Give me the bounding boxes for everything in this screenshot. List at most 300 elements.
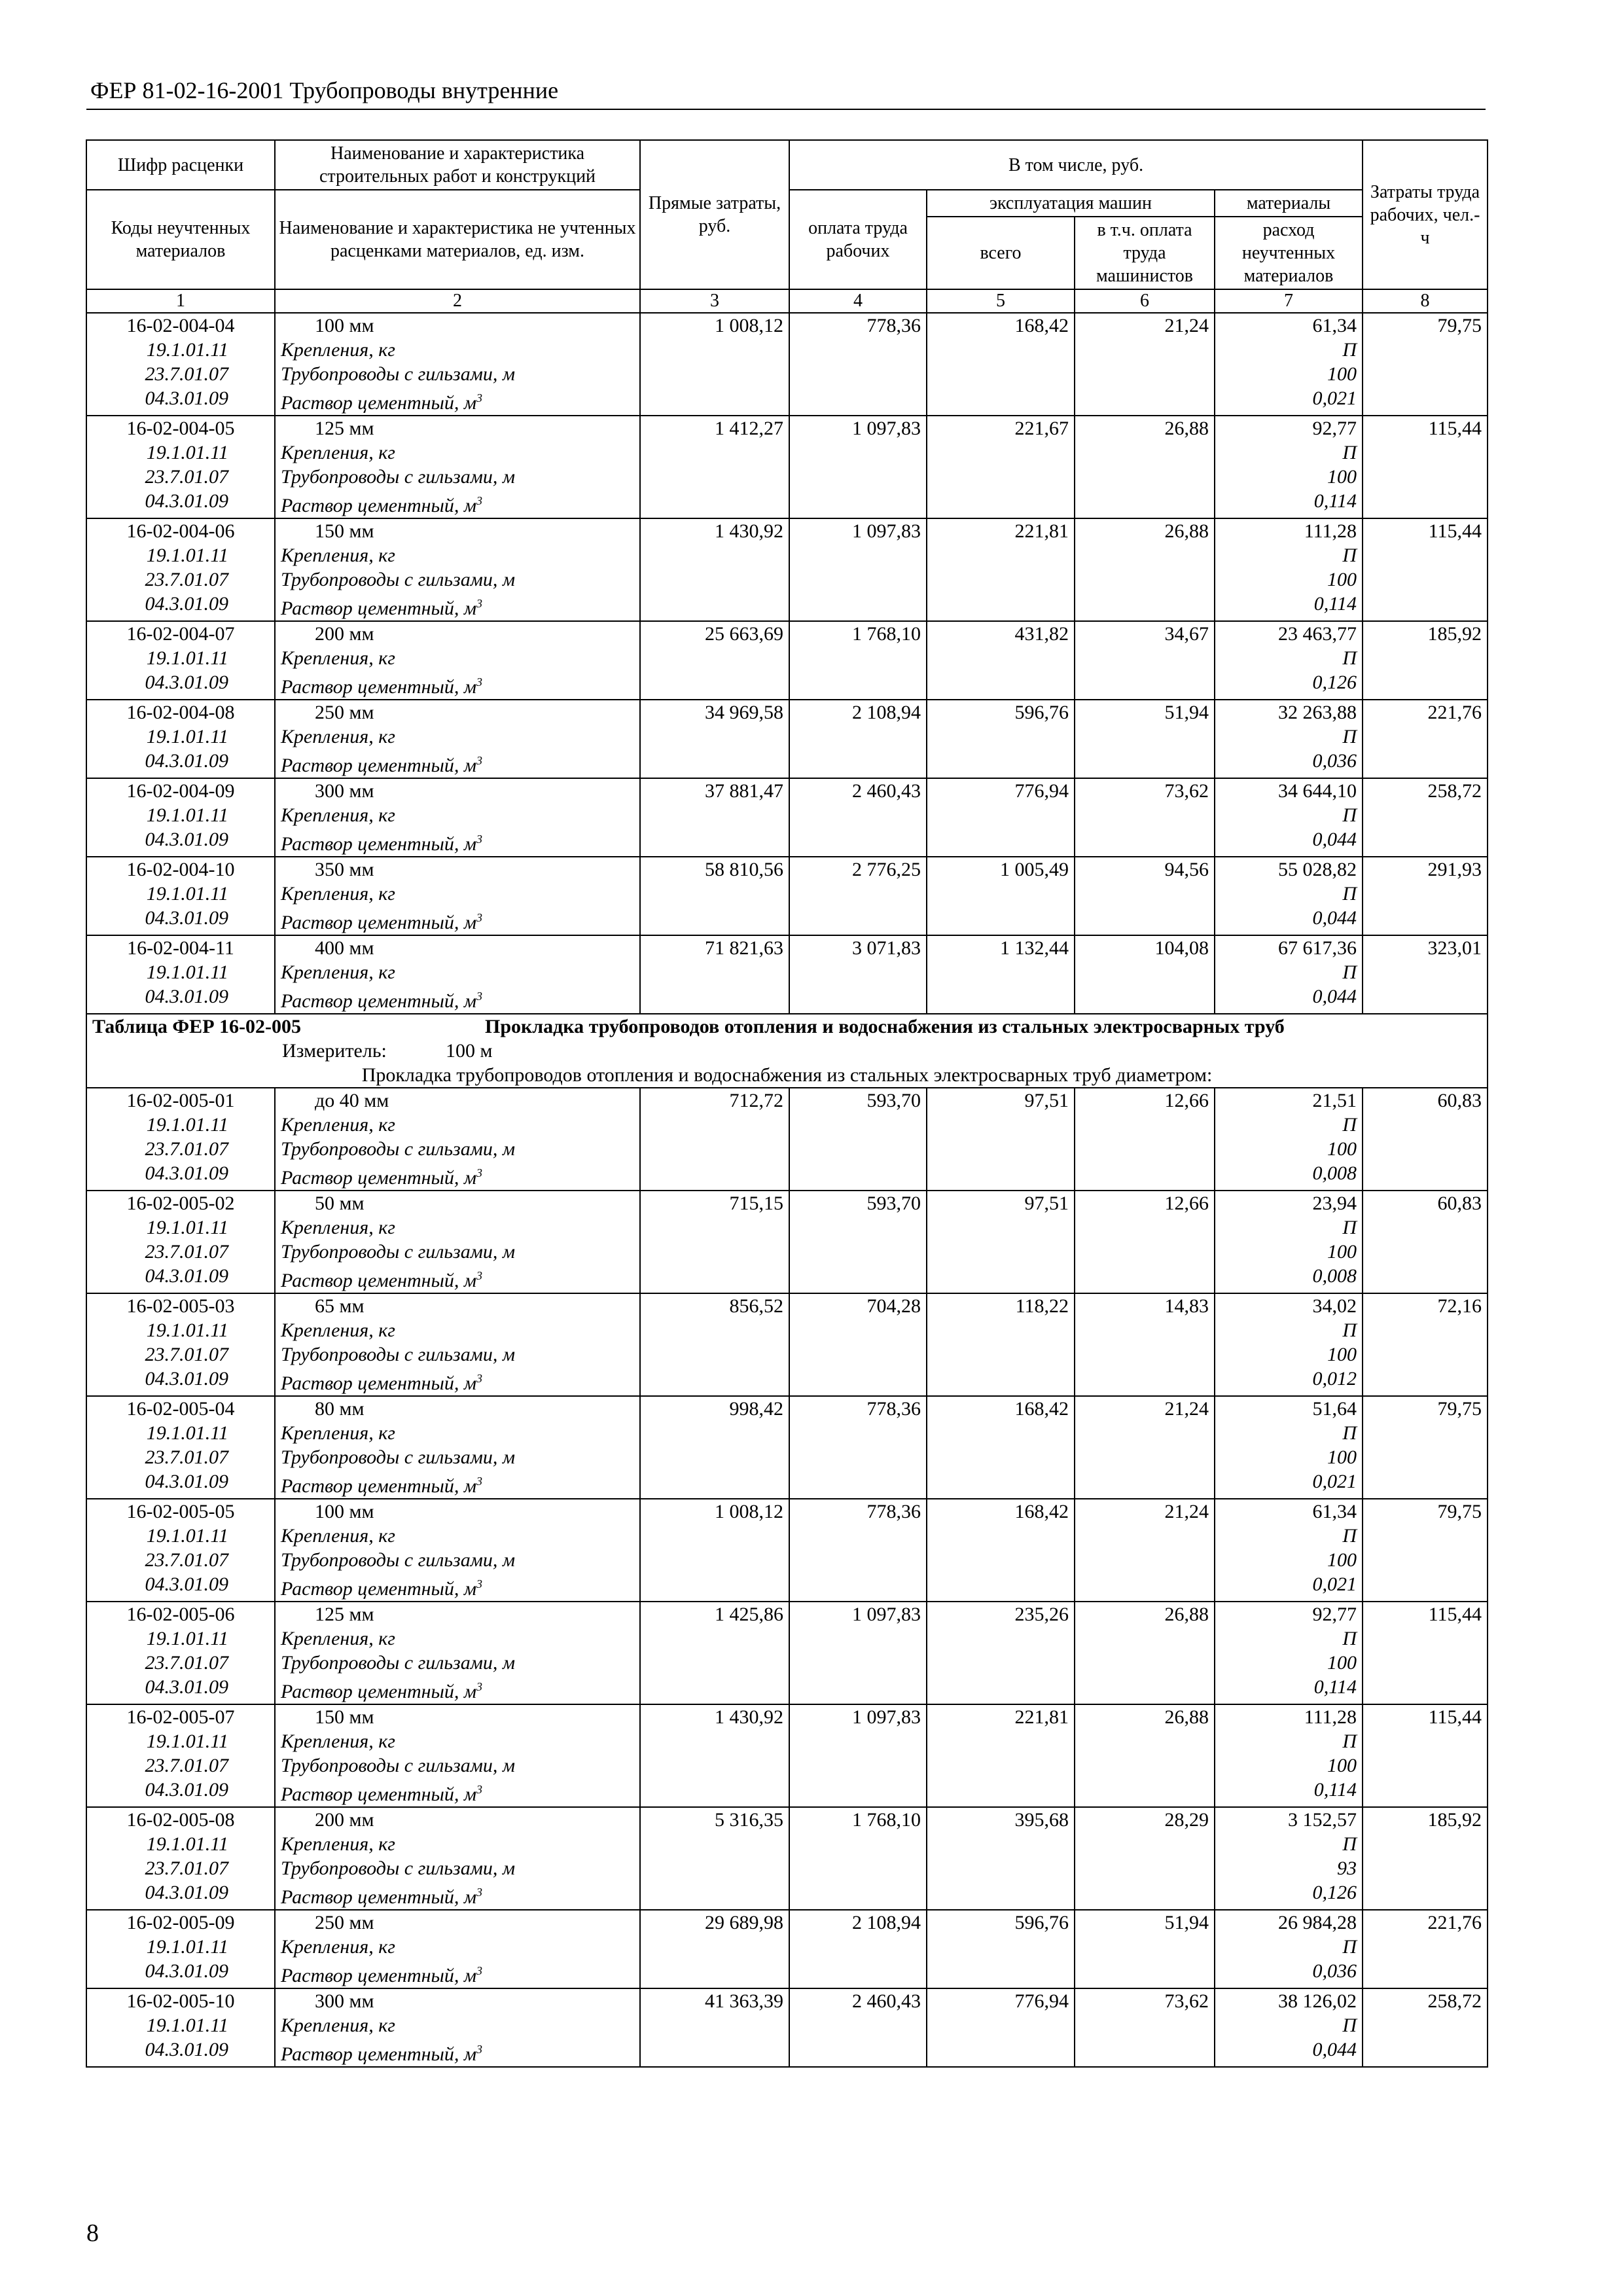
machinist-pay: 51,94 (1075, 700, 1215, 725)
material-name (275, 1626, 640, 1651)
material-row (86, 1367, 1488, 1396)
empty-cell (1363, 1342, 1488, 1367)
empty-cell (1363, 960, 1488, 984)
empty-cell (927, 1318, 1075, 1342)
material-usage: П (1215, 1215, 1363, 1240)
empty-cell (640, 1318, 789, 1342)
head-code: Шифр расценки (86, 140, 275, 190)
empty-cell (1075, 1524, 1215, 1548)
material-row (86, 1548, 1488, 1572)
material-name-text: Трубопроводы с гильзами, м (281, 1549, 516, 1571)
empty-cell (640, 567, 789, 592)
rate-code: 16-02-004-06 (86, 518, 275, 543)
empty-cell (640, 646, 789, 670)
material-name (275, 440, 640, 465)
empty-cell (1075, 803, 1215, 827)
empty-cell (640, 1856, 789, 1880)
empty-cell (640, 1753, 789, 1778)
head-labor-pay: оплата труда рабочих (789, 190, 927, 289)
machinist-pay: 34,67 (1075, 621, 1215, 646)
empty-cell (927, 646, 1075, 670)
material-row (86, 543, 1488, 567)
empty-cell (640, 1524, 789, 1548)
empty-cell (640, 338, 789, 362)
labor-hours: 185,92 (1363, 1807, 1488, 1832)
empty-cell (1363, 882, 1488, 906)
empty-cell (927, 827, 1075, 857)
rate-row (86, 700, 1488, 725)
empty-cell (640, 725, 789, 749)
empty-cell (640, 1778, 789, 1807)
empty-cell (1363, 1318, 1488, 1342)
material-name (275, 1675, 640, 1704)
rate-row (86, 1499, 1488, 1524)
material-name (275, 827, 640, 857)
material-name-text: Трубопроводы с гильзами, м (281, 466, 516, 488)
empty-cell (927, 362, 1075, 386)
empty-cell (789, 882, 927, 906)
material-name-text: Раствор цементный, м (281, 990, 476, 1012)
material-usage: 100 (1215, 1137, 1363, 1161)
material-code: 23.7.01.07 (86, 465, 275, 489)
material-code: 19.1.01.11 (86, 803, 275, 827)
empty-cell (789, 1469, 927, 1499)
material-row (86, 1856, 1488, 1880)
material-name (275, 1651, 640, 1675)
machines-total: 1 132,44 (927, 935, 1075, 960)
empty-cell (1363, 1832, 1488, 1856)
material-usage: 0,021 (1215, 386, 1363, 416)
material-name (275, 1856, 640, 1880)
material-name-text: Раствор цементный, м (281, 1886, 476, 1908)
materials-cost: 92,77 (1215, 416, 1363, 440)
empty-cell (927, 1469, 1075, 1499)
material-usage: 0,044 (1215, 984, 1363, 1014)
material-usage: 0,114 (1215, 489, 1363, 518)
empty-cell (1075, 489, 1215, 518)
price-table (86, 139, 1488, 2068)
material-name (275, 1137, 640, 1161)
material-usage: П (1215, 1832, 1363, 1856)
material-usage: 0,126 (1215, 1880, 1363, 1910)
machines-total: 395,68 (927, 1807, 1075, 1832)
rate-row (86, 1088, 1488, 1113)
labor-pay: 1 097,83 (789, 1602, 927, 1626)
rate-code: 16-02-005-04 (86, 1396, 275, 1421)
material-code: 04.3.01.09 (86, 489, 275, 518)
empty-cell (1075, 1445, 1215, 1469)
col-number: 4 (789, 289, 927, 313)
material-name (275, 338, 640, 362)
material-row (86, 362, 1488, 386)
empty-cell (1363, 2013, 1488, 2037)
empty-cell (1363, 1675, 1488, 1704)
material-name (275, 1753, 640, 1778)
empty-cell (1363, 749, 1488, 778)
material-name (275, 592, 640, 621)
head-materials: материалы (1215, 190, 1363, 217)
empty-cell (1075, 1675, 1215, 1704)
material-name (275, 2013, 640, 2037)
material-name (275, 1113, 640, 1137)
labor-hours: 323,01 (1363, 935, 1488, 960)
empty-cell (927, 882, 1075, 906)
material-name-text: Трубопроводы с гильзами, м (281, 569, 516, 590)
head-labor-cost: Затраты труда рабочих, чел.-ч (1363, 140, 1488, 289)
rate-row (86, 1807, 1488, 1832)
empty-cell (1363, 1935, 1488, 1959)
material-name-text: Трубопроводы с гильзами, м (281, 1652, 516, 1674)
head-direct-costs: Прямые затраты, руб. (640, 140, 789, 289)
empty-cell (927, 1753, 1075, 1778)
labor-hours: 185,92 (1363, 621, 1488, 646)
material-name (275, 960, 640, 984)
material-name-text: Крепления, кг (281, 726, 395, 747)
table-005-title: Прокладка трубопроводов отопления и водоснабжения из стальных электросварных труб (485, 1016, 1285, 1037)
col-number: 1 (86, 289, 275, 313)
empty-cell (1075, 592, 1215, 621)
material-row (86, 1469, 1488, 1499)
labor-hours: 115,44 (1363, 1704, 1488, 1729)
material-code: 19.1.01.11 (86, 338, 275, 362)
empty-cell (640, 1215, 789, 1240)
direct-costs: 998,42 (640, 1396, 789, 1421)
machines-total: 235,26 (927, 1602, 1075, 1626)
empty-cell (789, 1318, 927, 1342)
page-header-title: ФЕР 81-02-16-2001 Трубопроводы внутренние (90, 77, 559, 103)
empty-cell (789, 465, 927, 489)
material-name-text: Раствор цементный, м (281, 1965, 476, 1986)
empty-cell (927, 489, 1075, 518)
empty-cell (927, 1548, 1075, 1572)
material-name-text: Крепления, кг (281, 2015, 395, 2036)
material-name-text: Крепления, кг (281, 545, 395, 566)
machinist-pay: 21,24 (1075, 1499, 1215, 1524)
rate-code: 16-02-005-01 (86, 1088, 275, 1113)
material-name (275, 646, 640, 670)
empty-cell (927, 1215, 1075, 1240)
empty-cell (927, 749, 1075, 778)
rate-row (86, 857, 1488, 882)
machines-total: 118,22 (927, 1293, 1075, 1318)
machinist-pay: 26,88 (1075, 518, 1215, 543)
empty-cell (1075, 338, 1215, 362)
materials-cost: 111,28 (1215, 518, 1363, 543)
labor-pay: 2 776,25 (789, 857, 927, 882)
unit-exponent: 3 (476, 754, 482, 767)
rate-code: 16-02-004-08 (86, 700, 275, 725)
material-name (275, 1935, 640, 1959)
material-code: 04.3.01.09 (86, 1367, 275, 1396)
machinist-pay: 73,62 (1075, 1988, 1215, 2013)
material-code: 04.3.01.09 (86, 749, 275, 778)
empty-cell (927, 1240, 1075, 1264)
material-row (86, 1778, 1488, 1807)
empty-cell (789, 338, 927, 362)
material-code: 04.3.01.09 (86, 1675, 275, 1704)
empty-cell (640, 440, 789, 465)
empty-cell (1075, 984, 1215, 1014)
rate-code: 16-02-004-09 (86, 778, 275, 803)
empty-cell (927, 725, 1075, 749)
material-row (86, 2037, 1488, 2067)
rate-code: 16-02-005-10 (86, 1988, 275, 2013)
material-row (86, 1445, 1488, 1469)
material-name-text: Трубопроводы с гильзами, м (281, 1857, 516, 1879)
head-name-unaccounted: Наименование и характеристика не учтенных расценками материалов, ед. изм. (275, 190, 640, 289)
material-name-text: Раствор цементный, м (281, 1475, 476, 1497)
rate-row (86, 621, 1488, 646)
material-code: 23.7.01.07 (86, 1856, 275, 1880)
material-name (275, 1469, 640, 1499)
direct-costs: 29 689,98 (640, 1910, 789, 1935)
empty-cell (927, 960, 1075, 984)
rate-name: 350 мм (275, 857, 640, 882)
material-code: 23.7.01.07 (86, 362, 275, 386)
materials-cost: 3 152,57 (1215, 1807, 1363, 1832)
rate-row (86, 416, 1488, 440)
empty-cell (927, 1959, 1075, 1988)
empty-cell (927, 1113, 1075, 1137)
empty-cell (1363, 465, 1488, 489)
materials-cost: 23,94 (1215, 1191, 1363, 1215)
rate-row (86, 935, 1488, 960)
machinist-pay: 104,08 (1075, 935, 1215, 960)
material-usage: П (1215, 1729, 1363, 1753)
empty-cell (1363, 1753, 1488, 1778)
empty-cell (1075, 1729, 1215, 1753)
empty-cell (1075, 1215, 1215, 1240)
unit-exponent: 3 (476, 494, 482, 507)
material-name (275, 749, 640, 778)
machines-total: 1 005,49 (927, 857, 1075, 882)
empty-cell (1075, 2037, 1215, 2067)
empty-cell (927, 592, 1075, 621)
rate-code: 16-02-004-10 (86, 857, 275, 882)
labor-pay: 593,70 (789, 1191, 927, 1215)
empty-cell (927, 386, 1075, 416)
empty-cell (640, 984, 789, 1014)
empty-cell (1075, 1959, 1215, 1988)
empty-cell (640, 1469, 789, 1499)
empty-cell (1075, 1161, 1215, 1191)
empty-cell (927, 1524, 1075, 1548)
empty-cell (640, 960, 789, 984)
material-code: 19.1.01.11 (86, 543, 275, 567)
empty-cell (1363, 543, 1488, 567)
direct-costs: 1 425,86 (640, 1602, 789, 1626)
labor-hours: 60,83 (1363, 1088, 1488, 1113)
material-code: 19.1.01.11 (86, 725, 275, 749)
material-code: 19.1.01.11 (86, 882, 275, 906)
empty-cell (1075, 386, 1215, 416)
unit-exponent: 3 (476, 1372, 482, 1385)
empty-cell (1363, 1959, 1488, 1988)
empty-cell (789, 1626, 927, 1651)
unit-exponent: 3 (476, 391, 482, 404)
empty-cell (640, 1832, 789, 1856)
rate-row (86, 313, 1488, 338)
machines-total: 221,81 (927, 518, 1075, 543)
empty-cell (789, 1161, 927, 1191)
material-row (86, 1935, 1488, 1959)
materials-cost: 34 644,10 (1215, 778, 1363, 803)
empty-cell (640, 670, 789, 700)
materials-cost: 61,34 (1215, 313, 1363, 338)
material-name-text: Крепления, кг (281, 1936, 395, 1958)
material-code: 04.3.01.09 (86, 2037, 275, 2067)
rate-code: 16-02-004-04 (86, 313, 275, 338)
unit-exponent: 3 (476, 1269, 482, 1282)
empty-cell (927, 440, 1075, 465)
direct-costs: 856,52 (640, 1293, 789, 1318)
material-code: 19.1.01.11 (86, 1626, 275, 1651)
empty-cell (789, 567, 927, 592)
material-usage: 0,012 (1215, 1367, 1363, 1396)
material-code: 04.3.01.09 (86, 670, 275, 700)
empty-cell (789, 386, 927, 416)
labor-hours: 60,83 (1363, 1191, 1488, 1215)
material-row (86, 1651, 1488, 1675)
empty-cell (1075, 567, 1215, 592)
material-name (275, 362, 640, 386)
col-number: 6 (1075, 289, 1215, 313)
empty-cell (927, 1626, 1075, 1651)
empty-cell (640, 543, 789, 567)
material-usage: П (1215, 1421, 1363, 1445)
empty-cell (927, 1161, 1075, 1191)
empty-cell (1363, 1778, 1488, 1807)
empty-cell (789, 1880, 927, 1910)
unit-exponent: 3 (476, 1680, 482, 1693)
material-row (86, 1342, 1488, 1367)
empty-cell (1075, 1856, 1215, 1880)
material-code: 04.3.01.09 (86, 1469, 275, 1499)
empty-cell (1075, 1367, 1215, 1396)
materials-cost: 61,34 (1215, 1499, 1363, 1524)
empty-cell (927, 543, 1075, 567)
empty-cell (1075, 1880, 1215, 1910)
material-row (86, 725, 1488, 749)
empty-cell (789, 827, 927, 857)
rate-row (86, 1988, 1488, 2013)
material-name-text: Крепления, кг (281, 1628, 395, 1649)
empty-cell (640, 465, 789, 489)
empty-cell (789, 1342, 927, 1367)
material-code: 04.3.01.09 (86, 906, 275, 935)
material-name (275, 1421, 640, 1445)
material-name-text: Раствор цементный, м (281, 676, 476, 698)
material-code: 04.3.01.09 (86, 1161, 275, 1191)
empty-cell (1363, 1469, 1488, 1499)
empty-cell (640, 2037, 789, 2067)
empty-cell (927, 1445, 1075, 1469)
material-row (86, 803, 1488, 827)
material-row (86, 338, 1488, 362)
rate-name: 100 мм (275, 1499, 640, 1524)
material-name (275, 1778, 640, 1807)
empty-cell (1363, 1524, 1488, 1548)
material-row (86, 1318, 1488, 1342)
empty-cell (640, 1264, 789, 1293)
head-including: В том числе, руб. (789, 140, 1363, 190)
material-row (86, 465, 1488, 489)
material-usage: П (1215, 646, 1363, 670)
empty-cell (1363, 2037, 1488, 2067)
empty-cell (1363, 567, 1488, 592)
material-row (86, 1959, 1488, 1988)
materials-cost: 38 126,02 (1215, 1988, 1363, 2013)
material-name (275, 1264, 640, 1293)
material-row (86, 1421, 1488, 1445)
empty-cell (640, 489, 789, 518)
material-code: 04.3.01.09 (86, 1959, 275, 1988)
material-usage: П (1215, 543, 1363, 567)
labor-hours: 258,72 (1363, 778, 1488, 803)
head-name: Наименование и характеристика строительных работ и конструкций (275, 140, 640, 190)
machinist-pay: 73,62 (1075, 778, 1215, 803)
empty-cell (927, 1264, 1075, 1293)
material-usage: 100 (1215, 362, 1363, 386)
material-name (275, 906, 640, 935)
empty-cell (789, 1778, 927, 1807)
empty-cell (1363, 386, 1488, 416)
material-usage: П (1215, 960, 1363, 984)
material-name-text: Раствор цементный, м (281, 1784, 476, 1805)
empty-cell (640, 1959, 789, 1988)
rate-name: 250 мм (275, 700, 640, 725)
empty-cell (1075, 646, 1215, 670)
empty-cell (1075, 906, 1215, 935)
material-name-text: Трубопроводы с гильзами, м (281, 1446, 516, 1468)
empty-cell (789, 1729, 927, 1753)
material-usage: П (1215, 440, 1363, 465)
rate-name: 100 мм (275, 313, 640, 338)
empty-cell (1075, 1548, 1215, 1572)
rate-code: 16-02-005-02 (86, 1191, 275, 1215)
empty-cell (789, 1445, 927, 1469)
material-row (86, 440, 1488, 465)
material-code: 19.1.01.11 (86, 1421, 275, 1445)
material-name-text: Раствор цементный, м (281, 392, 476, 414)
material-code: 04.3.01.09 (86, 1880, 275, 1910)
direct-costs: 34 969,58 (640, 700, 789, 725)
direct-costs: 1 412,27 (640, 416, 789, 440)
head-unaccounted-codes: Коды неучтенных материалов (86, 190, 275, 289)
empty-cell (640, 592, 789, 621)
material-name-text: Крепления, кг (281, 1731, 395, 1752)
labor-pay: 704,28 (789, 1293, 927, 1318)
empty-cell (1075, 1318, 1215, 1342)
material-row (86, 1264, 1488, 1293)
meter-label: Измеритель: (282, 1040, 387, 1062)
empty-cell (927, 906, 1075, 935)
empty-cell (1075, 1137, 1215, 1161)
empty-cell (1363, 670, 1488, 700)
material-row (86, 592, 1488, 621)
empty-cell (789, 984, 927, 1014)
empty-cell (789, 803, 927, 827)
empty-cell (789, 489, 927, 518)
labor-hours: 221,76 (1363, 700, 1488, 725)
empty-cell (1363, 827, 1488, 857)
machines-total: 596,76 (927, 1910, 1075, 1935)
empty-cell (640, 1161, 789, 1191)
rate-name: 150 мм (275, 1704, 640, 1729)
material-code: 19.1.01.11 (86, 1832, 275, 1856)
machinist-pay: 12,66 (1075, 1088, 1215, 1113)
empty-cell (789, 1675, 927, 1704)
